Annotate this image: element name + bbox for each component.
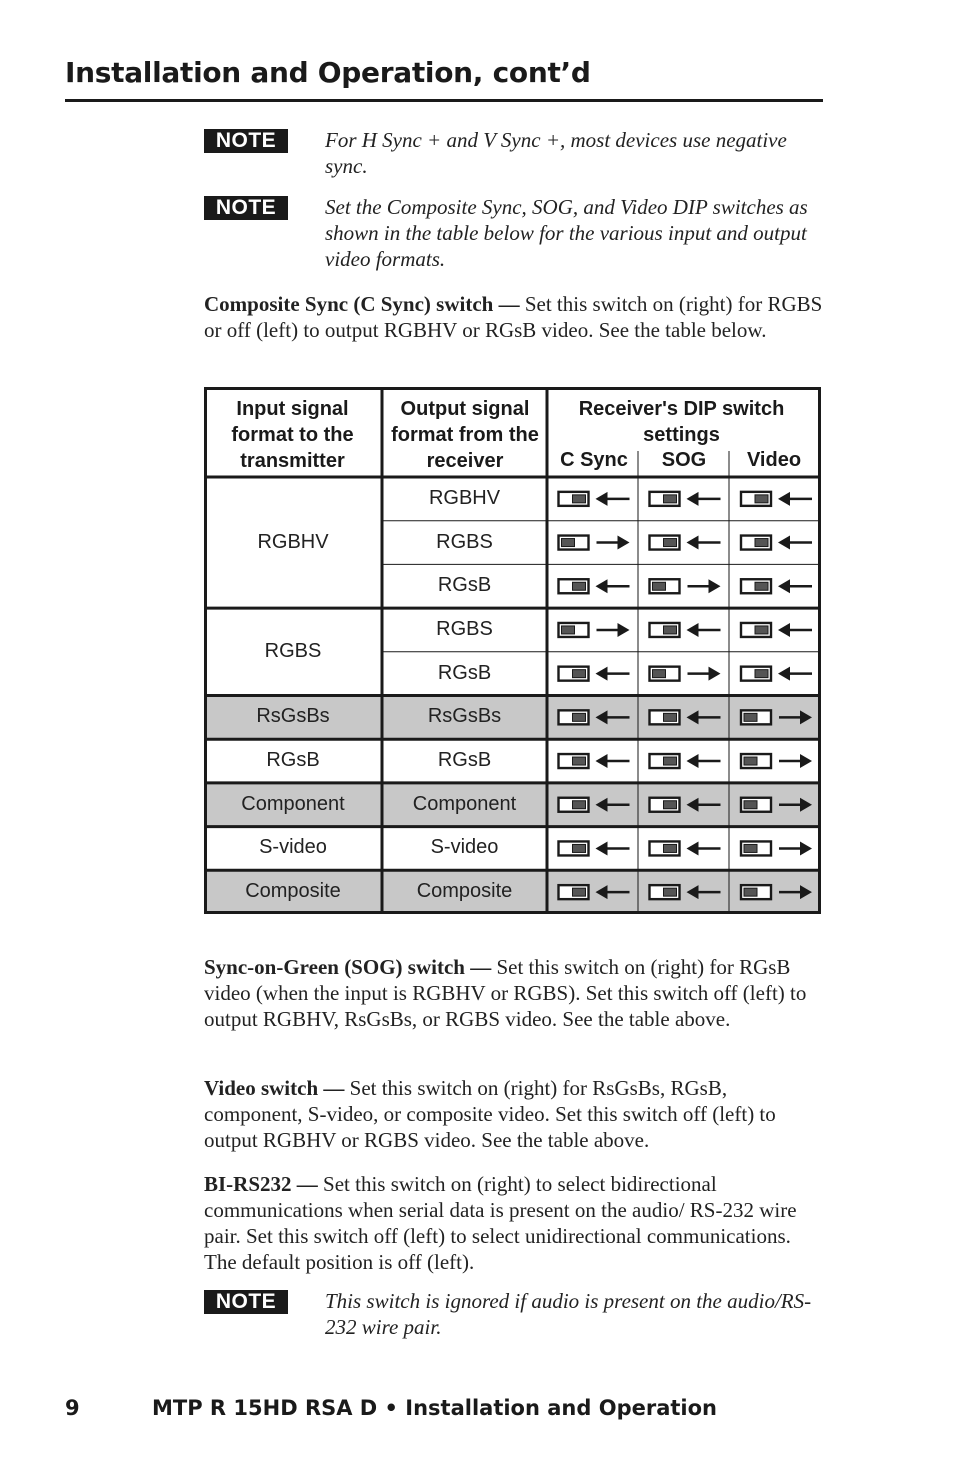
header-video: Video [746,449,802,471]
table-row [559,667,813,681]
input-format-cell: RGBHV [257,530,329,553]
header-csync: C Sync [560,449,628,471]
dip-switch-off-left-arrow-icon [650,623,721,637]
dip-switch-on-right-arrow-icon [559,536,630,550]
header-output: Output signal format from the receiver [391,398,539,472]
birs232-paragraph [204,1171,824,1275]
dip-switch-off-left-arrow-icon [650,754,721,768]
note-text: Set the Composite Sync, SOG, and Video DIP switches as shown in the table below for the various input and output video formats. [325,195,808,271]
sog-paragraph [204,954,824,1032]
video-paragraph [204,1075,824,1153]
output-format-cell: RGBS [436,617,493,640]
output-format-cell: RGsB [437,661,492,684]
sog-body: Set this switch on (right) for RGsB video (when the input is RGBHV or RGBS). Set this switch off (left) to output RGBHV, RsGsBs, or RGBS video. See the table above. [204,955,807,1031]
output-format-cell: RGBS [436,530,493,553]
output-format-cell: RGsB [437,574,492,597]
input-format-cell: Component [241,792,345,815]
output-format-cell: RGBHV [428,486,501,509]
table-row [559,841,813,855]
header-sog: SOG [661,449,707,471]
dip-switch-off-left-arrow-icon [559,841,630,855]
table-row [559,579,813,593]
video-body: Set this switch on (right) for RsGsBs, RGsB, component, S-video, or composite video. Set this switch off (left) to output RGBHV or RGBS video. See the table above. [204,1076,776,1152]
header-dip-settings: Receiver's DIP switch settings [578,398,785,446]
page-number: 9 [65,1396,80,1420]
note-text: For H Sync + and V Sync +, most devices use negative sync. [325,128,787,178]
dip-switch-off-left-arrow-icon [741,492,812,506]
table-row [559,492,813,506]
sog-lead: Sync-on-Green (SOG) switch — [204,955,492,979]
dip-switch-off-left-arrow-icon [741,623,812,637]
video-lead: Video switch — [204,1076,345,1100]
table-row [559,754,813,768]
dip-switch-off-left-arrow-icon [741,667,812,681]
dip-switch-off-left-arrow-icon [559,579,630,593]
dip-switch-on-right-arrow-icon [650,579,721,593]
dip-switch-off-left-arrow-icon [650,536,721,550]
dip-switch-off-left-arrow-icon [559,492,630,506]
dip-switch-off-left-arrow-icon [559,667,630,681]
title-rule [65,99,823,102]
dip-switch-off-left-arrow-icon [650,492,721,506]
input-format-cell: S-video [259,836,327,859]
csync-body: Set this switch on (right) for RGBS or off (left) to output RGBHV or RGsB video. See the table below. [204,292,823,342]
input-format-cell: RGsB [266,749,320,772]
dip-switch-off-left-arrow-icon [741,536,812,550]
page-title: Installation and Operation, cont’d [65,56,591,89]
dip-switch-table [204,387,821,914]
note-badge: NOTE [204,196,288,220]
output-format-cell: RsGsBs [427,705,502,728]
dip-switch-off-left-arrow-icon [559,754,630,768]
header-input: Input signal format to the transmitter [231,398,354,472]
output-format-cell: Component [412,792,517,815]
output-format-cell: S-video [430,836,499,859]
birs232-lead: BI-RS232 — [204,1172,318,1196]
dip-switch-off-left-arrow-icon [741,579,812,593]
table-row [559,623,813,637]
csync-paragraph [204,291,824,343]
table-row [559,536,813,550]
input-format-cell: RGBS [264,639,322,662]
note-badge: NOTE [204,1290,288,1314]
dip-switch-on-right-arrow-icon [650,667,721,681]
birs232-body: Set this switch on (right) to select bidirectional communications when serial data is present on the audio/ RS-232 wire pair. Set this switch off (left) to select unidirectional communications. The default position is off (left). [204,1172,797,1274]
output-format-cell: RGsB [437,749,492,772]
output-format-cell: Composite [416,880,513,903]
dip-switch-on-right-arrow-icon [741,841,812,855]
dip-switch-off-left-arrow-icon [650,841,721,855]
input-format-cell: RsGsBs [256,705,330,728]
note-text: This switch is ignored if audio is present on the audio/RS-232 wire pair. [325,1289,812,1339]
csync-lead: Composite Sync (C Sync) switch — [204,292,520,316]
note-badge: NOTE [204,129,288,153]
dip-switch-on-right-arrow-icon [741,754,812,768]
input-format-cell: Composite [245,880,341,903]
dip-switch-on-right-arrow-icon [559,623,630,637]
footer-title: MTP R 15HD RSA D • Installation and Operation [152,1396,717,1420]
